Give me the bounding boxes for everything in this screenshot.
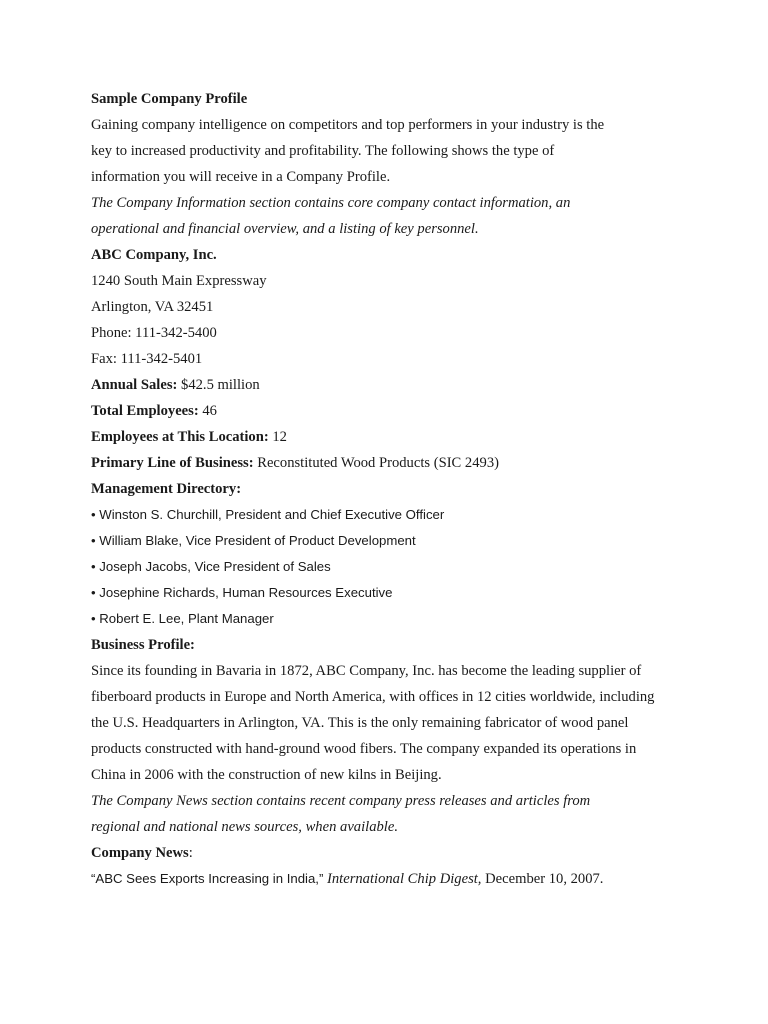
news-publication: International Chip Digest, [323, 871, 482, 887]
management-item: • Josephine Richards, Human Resources Executive [91, 585, 393, 600]
business-profile-line: China in 2006 with the construction of new kilns in Beijing. [91, 767, 442, 783]
company-address-line1: 1240 South Main Expressway [91, 273, 267, 289]
location-employees-value: 12 [268, 429, 287, 445]
company-info-note: operational and financial overview, and a listing of key personnel. [91, 221, 479, 237]
business-profile-label: Business Profile: [91, 637, 195, 653]
business-profile-line: Since its founding in Bavaria in 1872, ABC Company, Inc. has become the leading supplier of [91, 663, 642, 679]
primary-line-of-business [91, 453, 499, 473]
company-news-note: The Company News section contains recent company press releases and articles from [91, 793, 591, 809]
company-news-label: Company News [91, 845, 189, 861]
annual-sales [91, 375, 260, 395]
primary-line-label: Primary Line of Business: [91, 455, 254, 471]
company-address-line2: Arlington, VA 32451 [91, 299, 214, 315]
intro-line: information you will receive in a Company Profile. [91, 169, 391, 185]
company-info-note: The Company Information section contains core company contact information, an [91, 195, 571, 211]
management-directory-label: Management Directory: [91, 481, 242, 497]
total-employees [91, 401, 217, 421]
company-news-heading [91, 843, 193, 863]
location-employees [91, 427, 287, 447]
management-item: • William Blake, Vice President of Product Development [91, 533, 416, 548]
annual-sales-value: $42.5 million [177, 377, 260, 393]
business-profile-line: the U.S. Headquarters in Arlington, VA. This is the only remaining fabricator of wood panel [91, 715, 629, 731]
business-profile-line: fiberboard products in Europe and North America, with offices in 12 cities worldwide, including [91, 689, 655, 705]
intro-line: key to increased productivity and profitability. The following shows the type of [91, 143, 555, 159]
total-employees-label: Total Employees: [91, 403, 199, 419]
primary-line-value: Reconstituted Wood Products (SIC 2493) [253, 455, 499, 471]
location-employees-label: Employees at This Location: [91, 429, 269, 445]
intro-line: Gaining company intelligence on competitors and top performers in your industry is the [91, 117, 605, 133]
annual-sales-label: Annual Sales: [91, 377, 178, 393]
total-employees-value: 46 [198, 403, 217, 419]
company-name: ABC Company, Inc. [91, 247, 217, 263]
management-item: • Winston S. Churchill, President and Chief Executive Officer [91, 507, 445, 522]
news-article [91, 869, 603, 889]
management-item: • Robert E. Lee, Plant Manager [91, 611, 274, 626]
business-profile-line: products constructed with hand-ground wood fibers. The company expanded its operations in [91, 741, 637, 757]
company-fax: Fax: 111-342-5401 [91, 351, 203, 367]
management-item: • Joseph Jacobs, Vice President of Sales [91, 559, 331, 574]
company-news-colon: : [188, 845, 193, 861]
company-news-note: regional and national news sources, when available. [91, 819, 398, 835]
document-heading: Sample Company Profile [91, 91, 248, 107]
company-phone: Phone: 111-342-5400 [91, 325, 217, 341]
news-date: December 10, 2007. [481, 871, 604, 887]
news-article-title: “ABC Sees Exports Increasing in India,” [91, 871, 324, 886]
